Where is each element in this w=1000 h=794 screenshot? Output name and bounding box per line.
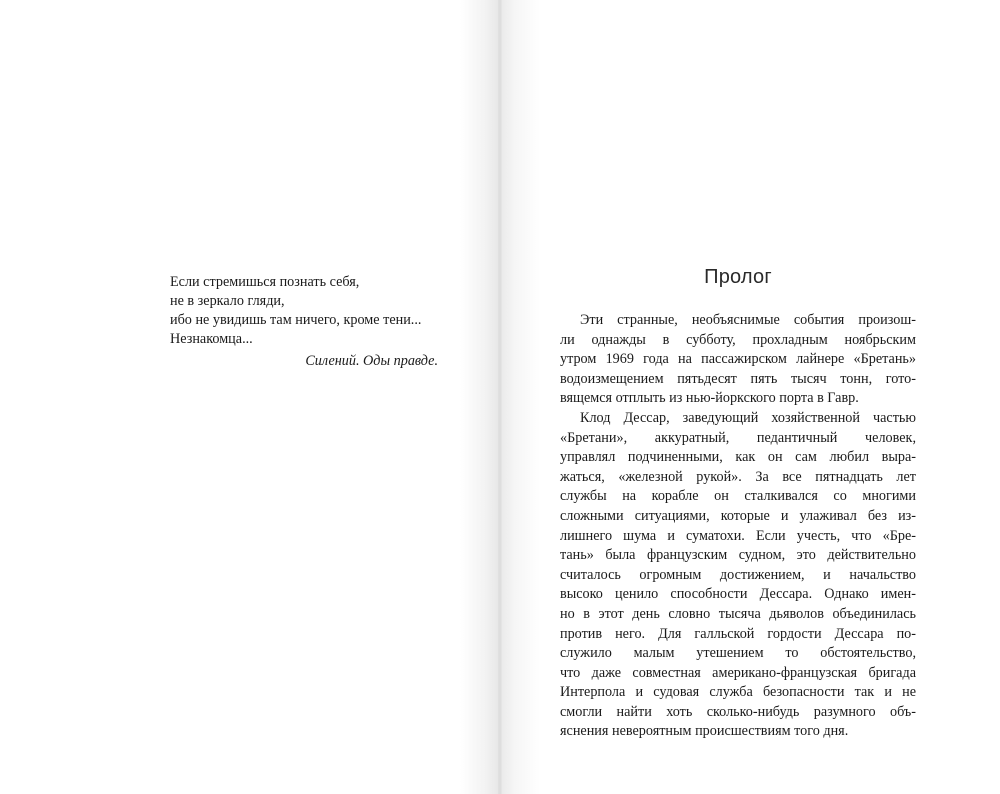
epigraph-line: Незнакомца... — [170, 331, 253, 347]
epigraph-line: ибо не увидишь там ничего, кроме тени... — [170, 312, 422, 328]
text-line: управлял подчиненными, как он сам любил выра- — [560, 449, 916, 466]
text-line: утром 1969 года на пассажирском лайнере «Бретань» — [560, 351, 916, 368]
text-line: сложными ситуациями, которые и улаживал без из- — [560, 507, 916, 524]
text-line: тань» была французским судном, это действительно — [560, 547, 916, 564]
text-line: Эти странные, необъяснимые события произош- — [580, 312, 916, 328]
text-line: водоизмещением пятьдесят пять тысяч тонн, гото- — [560, 370, 916, 387]
text-line: жаться, «железной рукой». За все пятнадцать лет — [560, 468, 916, 485]
paragraph — [560, 311, 916, 409]
text-line: Клод Дессар, заведующий хозяйственной частью — [580, 409, 916, 426]
epigraph-line: Если стремишься познать себя, — [170, 274, 360, 290]
text-line: служило малым утешением то обстоятельство, — [560, 645, 916, 662]
epigraph-attribution: Силений. Оды правде. — [305, 353, 438, 369]
paragraph — [560, 409, 916, 742]
text-line: ли однажды в субботу, прохладным ноябрьским — [560, 331, 916, 348]
text-line: яснения невероятным происшествиям того дня. — [560, 723, 849, 740]
text-line: высоко ценило способности Дессара. Однако имен- — [560, 586, 916, 603]
chapter-title: Пролог — [704, 266, 772, 288]
epigraph-line: не в зеркало гляди, — [170, 293, 285, 309]
text-line: Интерпола и судовая служба безопасности так и не — [560, 684, 916, 701]
text-line: но в этот день словно тысяча дьяволов объединилась — [560, 605, 916, 622]
chapter-body — [560, 311, 916, 742]
text-line: считалось огромным достижением, и начальство — [560, 566, 916, 583]
text-line: «Бретани», аккуратный, педантичный человек, — [560, 429, 916, 446]
text-line: против него. Для галльской гордости Дессара по- — [560, 625, 916, 642]
text-line: службы на корабле он сталкивался со многими — [560, 488, 916, 505]
text-line: смогли найти хоть сколько-нибудь разумного объ- — [560, 703, 916, 720]
epigraph — [170, 273, 438, 371]
book-gutter — [498, 0, 502, 794]
text-line: лишнего шума и суматохи. Если учесть, что «Бре- — [560, 527, 916, 544]
text-line: вящемся отплыть из нью-йоркского порта в Гавр. — [560, 390, 859, 407]
text-line: что даже совместная американо-французская бригада — [560, 664, 916, 681]
